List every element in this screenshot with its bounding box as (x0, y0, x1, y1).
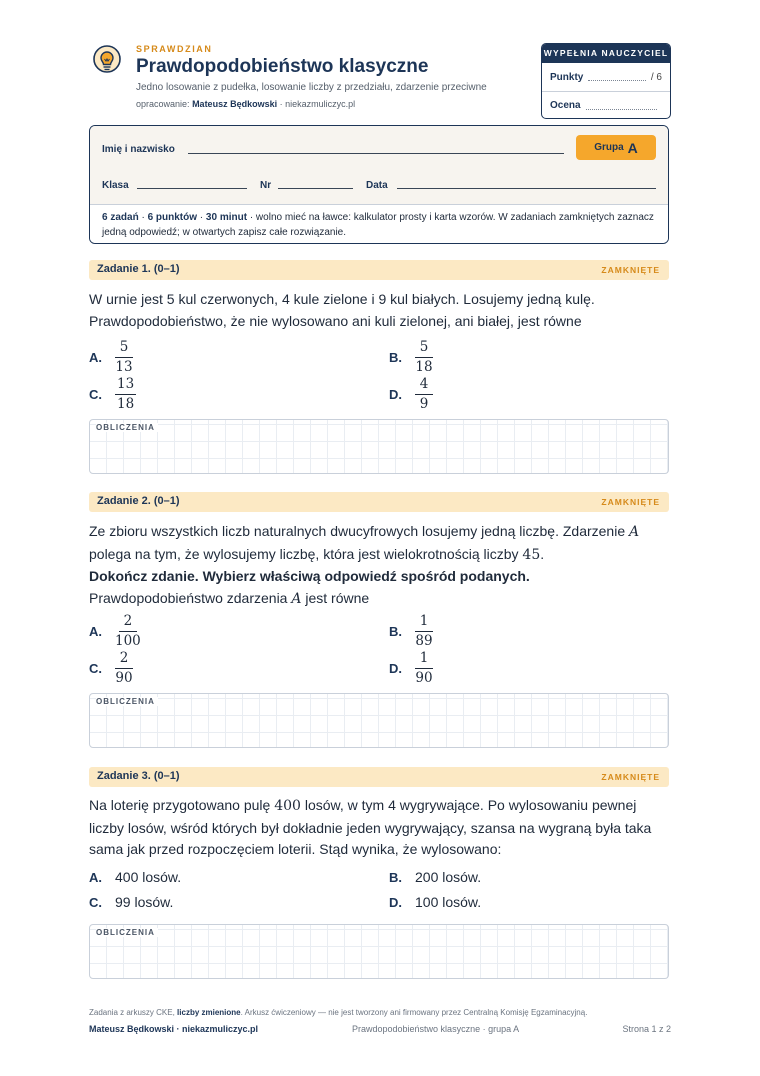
info-rest: · wolno mieć na ławce: kalkulator prosty i karta wzorów. W zadaniach zamkniętych zaznacz jedną odpowiedź; w otwartych zapisz całe rozwiązanie. (102, 212, 654, 238)
grade-row (542, 91, 670, 119)
text: Na loterię przygotowano pulę (89, 797, 271, 813)
footer-note (89, 1008, 587, 1017)
option-letter: A. (89, 624, 102, 639)
option-letter: A. (89, 869, 102, 885)
denominator: 18 (117, 396, 135, 412)
task-1-option-a[interactable] (89, 340, 133, 375)
fraction (415, 340, 433, 375)
task-1-kind: ZAMKNIĘTE (601, 265, 660, 275)
numerator: 13 (115, 377, 136, 395)
task-2-kind: ZAMKNIĘTE (601, 497, 660, 507)
footer-note-c: . Arkusz ćwiczeniowy — nie jest tworzony ani firmowany przez Centralną Komisję Egzaminacyjną. (240, 1008, 588, 1017)
calc-label: OBLICZENIA (96, 928, 158, 937)
numerator: 2 (115, 651, 133, 669)
group-letter: A (627, 139, 638, 156)
task-1-option-b[interactable] (389, 340, 433, 375)
points-max: / 6 (650, 71, 662, 83)
points-field[interactable] (588, 73, 646, 81)
option-text: 200 losów. (415, 869, 482, 885)
points-label: Punkty (550, 71, 584, 83)
date-label: Data (366, 180, 388, 191)
author-site: · niekazmuliczyc.pl (279, 99, 356, 109)
teacher-box (541, 43, 671, 119)
option-letter: B. (389, 350, 402, 365)
group-label: Grupa (594, 142, 624, 153)
option-letter: D. (389, 387, 402, 402)
task-2-instruction (89, 566, 674, 588)
task-3-option-a[interactable] (89, 869, 181, 885)
option-letter: D. (389, 894, 402, 910)
info-points: 6 punktów (147, 212, 198, 223)
task-1-option-d[interactable] (389, 377, 433, 412)
points-row (542, 63, 670, 91)
task-2-text (89, 521, 674, 610)
info-tasks: 6 zadań (102, 212, 139, 223)
info-time: 30 minut (205, 212, 248, 223)
fraction (115, 340, 133, 375)
denominator: 13 (115, 359, 133, 375)
group-badge (576, 135, 656, 160)
info-sep: · (138, 212, 148, 223)
info-sep: · (197, 212, 206, 223)
option-text: 100 losów. (415, 894, 482, 910)
task-2-option-a[interactable] (89, 614, 141, 649)
option-letter: C. (89, 387, 102, 402)
math-var: A (291, 590, 302, 607)
name-field[interactable] (188, 153, 564, 154)
task-3-kind: ZAMKNIĘTE (601, 772, 660, 782)
task-3-option-c[interactable] (89, 894, 173, 910)
footer-title: Prawdopodobieństwo klasyczne · grupa A (352, 1024, 520, 1034)
fraction (415, 614, 433, 649)
numerator: 2 (119, 614, 137, 632)
footer-page-number: Strona 1 z 2 (622, 1024, 671, 1034)
text: Prawdopodobieństwo zdarzenia (89, 589, 288, 606)
task-2-option-c[interactable] (89, 651, 133, 686)
task-1-option-c[interactable] (89, 377, 136, 412)
fraction (115, 651, 133, 686)
page-title: Prawdopodobieństwo klasyczne (136, 56, 429, 77)
instruction-text: Dokończ zdanie. Wybierz właściwą odpowiedź spośród podanych. (89, 568, 530, 584)
task-1-header (89, 260, 669, 280)
denominator: 100 (115, 633, 141, 649)
grade-label: Ocena (550, 100, 581, 111)
author-name: Mateusz Będkowski (192, 99, 278, 109)
calc-label: OBLICZENIA (96, 423, 158, 432)
task-1-title: Zadanie 1. (0–1) (97, 263, 180, 275)
footer-author: Mateusz Będkowski · niekazmuliczyc.pl (89, 1024, 259, 1034)
option-text: 99 losów. (115, 894, 174, 910)
task-2-calc-area[interactable] (89, 693, 669, 748)
grade-field[interactable] (586, 102, 657, 110)
date-field[interactable] (397, 188, 656, 189)
option-letter: A. (89, 350, 102, 365)
class-label: Klasa (102, 180, 129, 191)
math-number: 400 (274, 798, 301, 814)
task-2-option-d[interactable] (389, 651, 433, 686)
exam-instructions (90, 204, 668, 244)
denominator: 9 (419, 396, 429, 412)
option-text: 400 losów. (115, 869, 182, 885)
teacher-box-heading: WYPEŁNIA NAUCZYCIEL (542, 44, 670, 63)
option-letter: C. (89, 894, 102, 910)
task-3-header (89, 767, 669, 787)
footer-note-a: Zadania z arkuszy CKE, (89, 1008, 178, 1017)
text: losów, w tym 4 wygrywające. Po wylosowaniu pewnej (304, 797, 637, 813)
numerator: 5 (415, 340, 433, 358)
class-field[interactable] (137, 188, 247, 189)
fraction (115, 614, 141, 649)
page-subtitle: Jedno losowanie z pudełka, losowanie liczby z przedziału, zdarzenie przeciwne (136, 82, 487, 93)
nr-label: Nr (260, 180, 272, 191)
task-3-line-1 (89, 795, 674, 818)
task-1-text (89, 289, 674, 332)
task-3-option-d[interactable] (389, 894, 481, 910)
task-2-header (89, 492, 669, 512)
text: polega na tym, że wylosujemy liczbę, która jest wielokrotnością liczby (89, 545, 519, 562)
fraction (115, 377, 136, 412)
student-info-box (89, 125, 669, 244)
task-3-line-3: sama jak przed rozpoczęciem loterii. Stąd wynika, że wylosowano: (89, 841, 502, 857)
option-letter: C. (89, 661, 102, 676)
task-2-title: Zadanie 2. (0–1) (97, 495, 180, 507)
author-line (136, 99, 355, 109)
task-3-line-2: liczby losów, wśród których był dokładnie jeden wygrywający, szansa na wygraną była taka (89, 819, 652, 836)
calc-label: OBLICZENIA (96, 697, 158, 706)
nr-field[interactable] (278, 188, 353, 189)
fraction (415, 377, 433, 412)
numerator: 5 (115, 340, 133, 358)
denominator: 90 (115, 670, 133, 686)
math-var: A (629, 524, 640, 540)
lightbulb-icon (90, 44, 124, 78)
fraction (415, 651, 433, 686)
numerator: 1 (415, 651, 433, 669)
option-letter: D. (389, 661, 402, 676)
task-1-line-1: W urnie jest 5 kul czerwonych, 4 kule zielone i 9 kul białych. Losujemy jedną kulę. (89, 291, 595, 307)
footer-note-b: liczby zmienione (177, 1008, 241, 1017)
denominator: 18 (415, 359, 433, 375)
text: Ze zbioru wszystkich liczb naturalnych dwucyfrowych losujemy jedną liczbę. Zdarzenie (89, 523, 626, 539)
numerator: 1 (415, 614, 433, 632)
task-3-calc-area[interactable] (89, 924, 669, 979)
task-3-option-b[interactable] (389, 869, 481, 885)
name-label: Imię i nazwisko (102, 144, 175, 155)
denominator: 89 (415, 633, 433, 649)
task-1-calc-area[interactable] (89, 419, 669, 474)
text: . (540, 545, 545, 562)
math-number: 45 (522, 546, 541, 563)
task-2-line-4 (89, 588, 674, 611)
header-kicker: SPRAWDZIAN (136, 44, 213, 54)
task-2-option-b[interactable] (389, 614, 433, 649)
student-fields (90, 126, 668, 204)
task-2-line-1 (89, 521, 674, 544)
numerator: 4 (415, 377, 433, 395)
task-2-line-2 (89, 544, 674, 567)
author-prefix: opracowanie: (136, 99, 190, 109)
task-3-title: Zadanie 3. (0–1) (97, 770, 180, 782)
denominator: 90 (415, 670, 433, 686)
task-3-text (89, 795, 674, 861)
option-letter: B. (389, 624, 402, 639)
option-letter: B. (389, 869, 402, 885)
text: jest równe (305, 589, 370, 606)
task-1-line-2: Prawdopodobieństwo, że nie wylosowano ani kuli zielonej, ani białej, jest równe (89, 312, 582, 329)
